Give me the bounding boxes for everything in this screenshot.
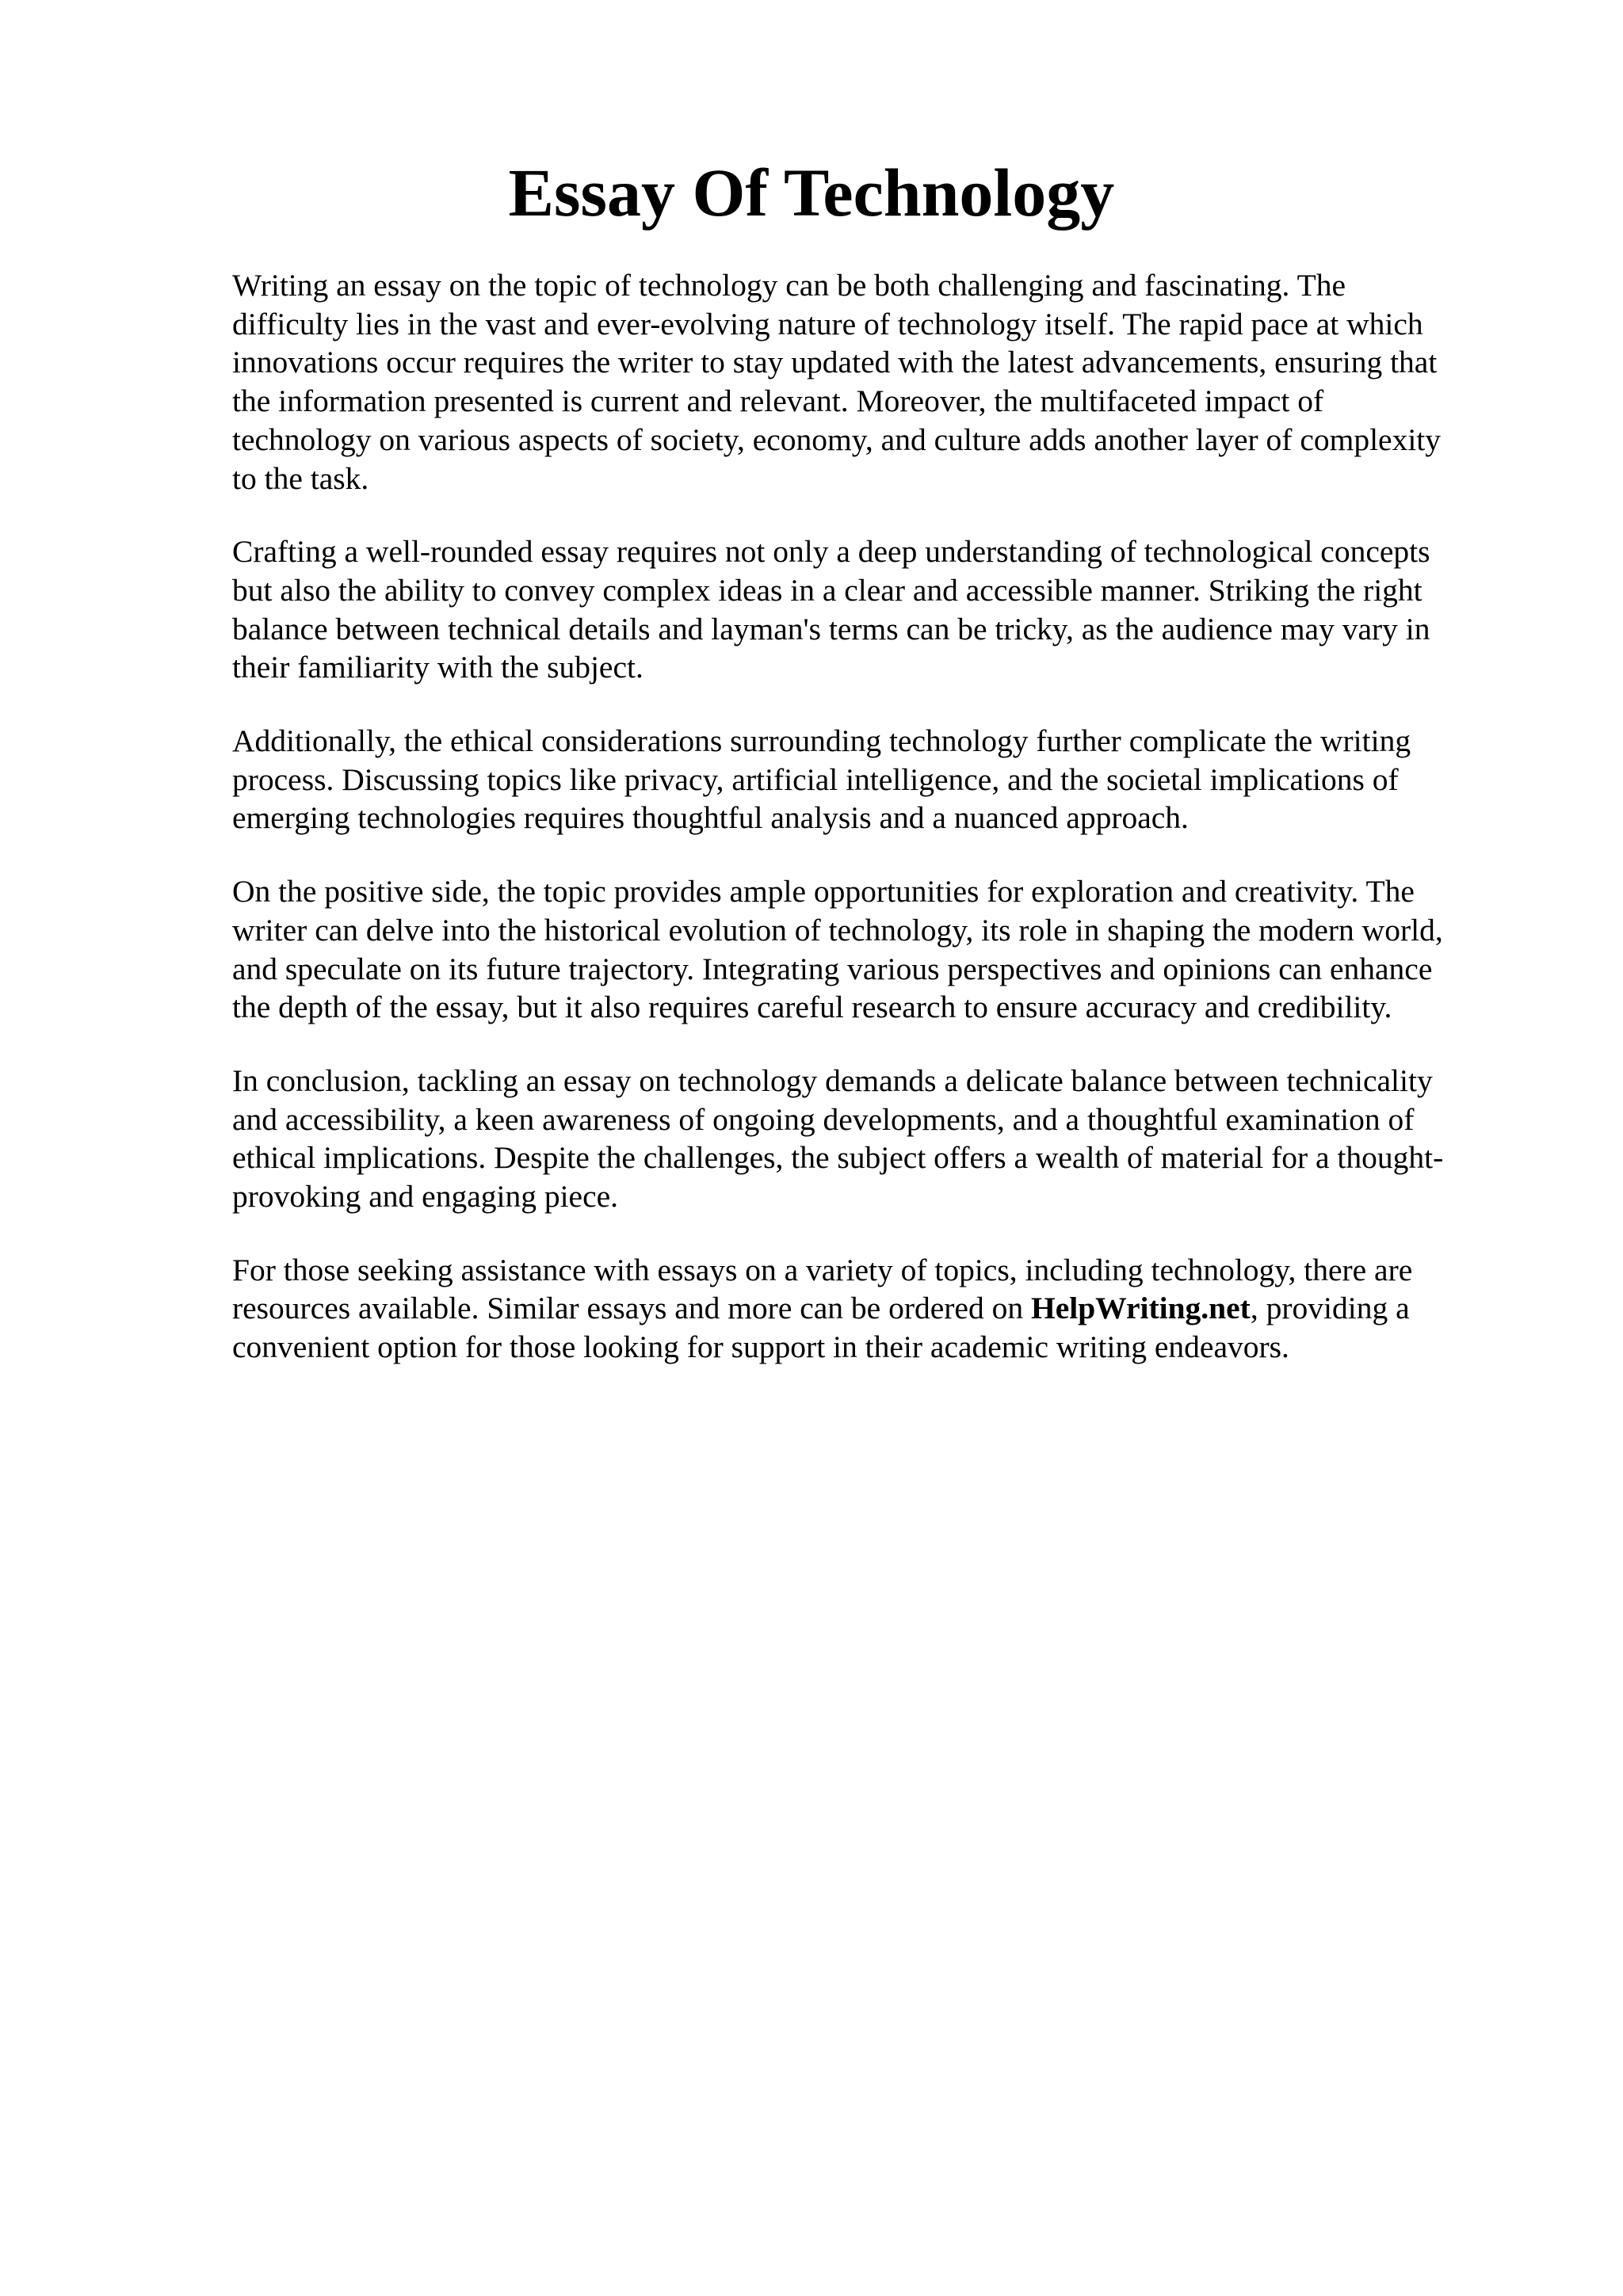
text-line: their familiarity with the subject. — [232, 650, 643, 685]
document-title: Essay Of Technology — [508, 154, 1115, 231]
text-line: the information presented is current and relevant. Moreover, the multifaceted impact of — [232, 383, 1324, 419]
paragraph-conclusion — [232, 1062, 1516, 1216]
paragraph-crafting — [232, 532, 1516, 687]
text-line: process. Discussing topics like privacy, artificial intelligence, and the societal implications of — [232, 761, 1399, 797]
text-line: balance between technical details and layman's terms can be tricky, as the audience may vary in — [232, 611, 1430, 646]
text-line: Crafting a well-rounded essay requires not only a deep understanding of technological concepts — [232, 534, 1430, 570]
text-line: convenient option for those looking for support in their academic writing endeavors. — [232, 1329, 1289, 1365]
text-line: writer can delve into the historical evolution of technology, its role in shaping the modern world, — [232, 912, 1443, 948]
paragraph-closing — [232, 1251, 1516, 1367]
text-line: In conclusion, tackling an essay on technology demands a delicate balance between technicality — [232, 1062, 1433, 1098]
closing-text-after-link: , providing a — [1250, 1291, 1410, 1326]
text-line: For those seeking assistance with essays on a variety of topics, including technology, there are — [232, 1252, 1413, 1287]
text-line: but also the ability to convey complex ideas in a clear and accessible manner. Striking the right — [232, 572, 1423, 608]
text-line: difficulty lies in the vast and ever-evolving nature of technology itself. The rapid pace at which — [232, 306, 1423, 341]
text-line: On the positive side, the topic provides ample opportunities for exploration and creativity. The — [232, 874, 1415, 910]
text-line: to the task. — [232, 460, 369, 496]
text-line: innovations occur requires the writer to stay updated with the latest advancements, ensuring that — [232, 345, 1438, 380]
text-line: and speculate on its future trajectory. Integrating various perspectives and opinions can enhance — [232, 951, 1433, 986]
paragraph-positive — [232, 872, 1516, 1027]
text-line: ethical implications. Despite the challenges, the subject offers a wealth of material for a thought- — [232, 1140, 1444, 1176]
closing-text-before-link: resources available. Similar essays and more can be ordered on — [232, 1291, 1031, 1326]
paragraph-intro — [232, 266, 1516, 498]
text-line: Additionally, the ethical considerations surrounding technology further complicate the writing — [232, 723, 1411, 759]
helpwriting-link[interactable]: HelpWriting.net — [1030, 1291, 1251, 1326]
text-line: Writing an essay on the topic of technology can be both challenging and fascinating. The — [232, 268, 1346, 303]
text-line: technology on various aspects of society, economy, and culture adds another layer of complexity — [232, 421, 1442, 457]
paragraph-ethics — [232, 722, 1516, 837]
text-line: the depth of the essay, but it also requires careful research to ensure accuracy and credibility. — [232, 990, 1392, 1025]
essay-body — [232, 266, 1516, 1402]
text-line: provoking and engaging piece. — [232, 1179, 619, 1215]
text-line: and accessibility, a keen awareness of ongoing developments, and a thoughtful examination of — [232, 1101, 1415, 1137]
text-line: emerging technologies requires thoughtful analysis and a nuanced approach. — [232, 800, 1189, 836]
text-line-with-link — [232, 1289, 1516, 1328]
